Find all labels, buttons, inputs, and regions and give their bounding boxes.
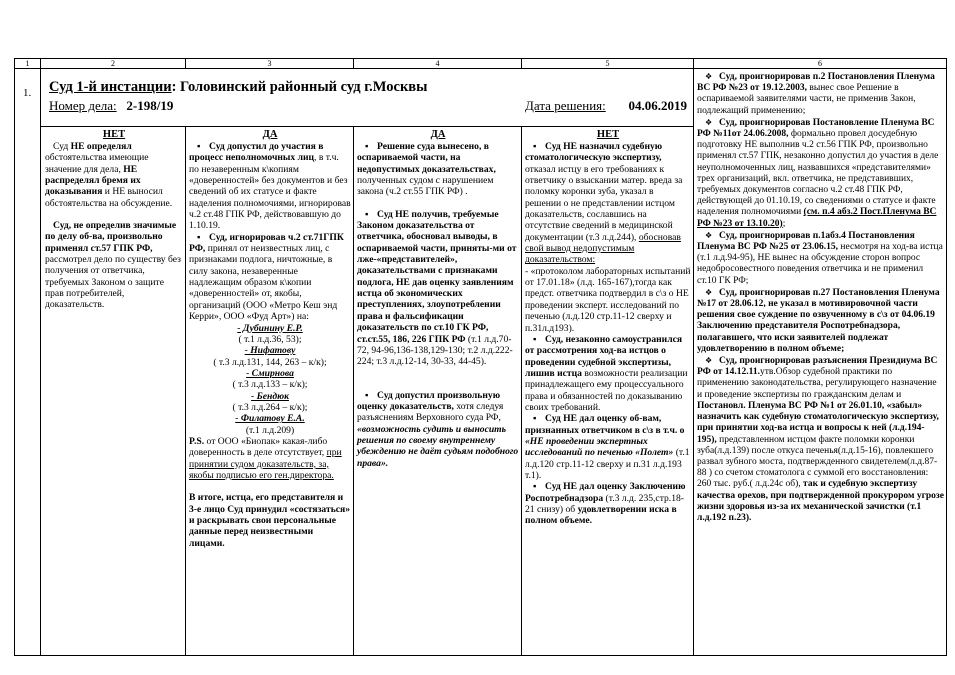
col6-item-5 <box>697 355 944 524</box>
case-meta <box>41 96 693 113</box>
col-number-5: 5 <box>522 59 694 69</box>
col-number-3: 3 <box>186 59 354 69</box>
col5-item-2-text: возможности реализации принадлежащего ему процессуального права и обязанностей по доказыванию своих требований. <box>525 367 688 413</box>
appeal-table <box>14 58 947 656</box>
appeal-table-page <box>14 58 946 656</box>
court-name: : Головинский районный суд г.Москвы <box>171 79 428 95</box>
col4-item-3 <box>357 390 519 469</box>
col4-item-2-text: (т.1 л.д.70-72, 94-96,136-138,129-130; т.2 л.д.222-224; т.3 л.д.12-14, 30-33, 44-45). <box>357 333 513 368</box>
col6-item-3-text: несмотря на ход-ва истца (т.1 л.д.94-95), НЕ вынес на обсуждение сторон вопрос недобросовестного поведения ответчика и не применил ст.10 ГК РФ; <box>697 242 943 286</box>
row-index-cell <box>15 69 41 656</box>
col3-item-1-text: , в т.ч. по незаверенным к\копиям «доверенностей» без документов и без сведений об их статусе и факте наделения полномочиями, игнорировав ч.2 ст.48 ГПК РФ, действовавшую до 1.10.19. <box>189 152 351 232</box>
col5-item-3-bold: Суд НЕ дал оценку об-вам, признанных ответчиком в с\з в т.ч. о <box>525 413 685 436</box>
col5-item-3-quote: «НЕ проведении экспертных исследований по печенью «Полет» <box>525 435 674 459</box>
col4-item-2 <box>357 209 519 368</box>
col6-content <box>694 69 946 524</box>
decision-date-value: 04.06.2019 <box>628 98 687 113</box>
col3-ref-4: ( т.3 л.д.264 – к/к); <box>232 401 308 413</box>
col3-item-1 <box>189 141 351 232</box>
col3-ref-2: ( т.3 л.д.131, 144, 263 – к/к); <box>213 356 327 368</box>
case-number-group <box>49 98 173 113</box>
col6-item-4-bold: Суд, проигнорировав п.27 Постановления Пленума №17 от 28.06.12, не указал в мотивировочной части решения свое суждение по озвученному в с\з от 04.06.19 Заключению представителя Роспотребнадзора, полагавшего, что иски заявителей подлежат удовлетворению в полном объеме; <box>697 287 940 354</box>
col2-para-1-a: Суд <box>53 141 71 152</box>
col2-heading: НЕТ <box>102 129 126 140</box>
col2-content <box>41 127 185 311</box>
col5-item-2 <box>525 334 691 413</box>
col3-name-3: - Смирнова <box>246 367 294 379</box>
col5-heading: НЕТ <box>596 129 620 140</box>
col4-item-1 <box>357 141 519 198</box>
case-number-value: 2-198/19 <box>126 98 174 113</box>
col5-content <box>522 127 693 527</box>
col3-item-2 <box>189 232 351 323</box>
col6-item-5-text: утв.Обзор судебной практики по применению законодательства, регулирующего назначение и проведение экспертизы по гражданским делам и <box>697 367 937 400</box>
col4-item-1-text: полученных судом с нарушением закона (ч.2 ст.55 ГПК РФ) . <box>357 175 494 198</box>
col3-ref-1: ( т.1 л.д.36, 53); <box>238 333 302 345</box>
col2-para-1-c: обстоятельства имеющие значение для дела, <box>45 152 149 175</box>
col5-item-4-end: удовлетворении иска в полном объеме. <box>525 504 677 527</box>
col3-postscript-label: P.S. <box>189 435 205 447</box>
col6-item-1 <box>697 71 944 117</box>
col3-postscript <box>189 436 351 481</box>
col3-name-2: - Нифатову <box>244 345 296 357</box>
col6-item-5-bold-3: так и судебную экспертизу качества орехов, при подтвержденной прокурором угрозе жизни здоровья из-за их механической зачистки (т.1 л.д.192 п.23). <box>697 479 944 523</box>
col2-para-2-bold: Суд, не определив значимые по делу об-ва, произвольно применял ст.57 ГПК РФ, <box>45 220 177 254</box>
col-number-2: 2 <box>41 59 186 69</box>
col-number-6: 6 <box>694 59 947 69</box>
col2-cell <box>41 127 186 656</box>
col5-item-4 <box>525 481 691 526</box>
col6-item-2-ref: (см. п.4 абз.2 Пост.Пленума ВС РФ №23 от 13.10.20) <box>697 207 937 229</box>
col6-item-2-end: ; <box>782 218 786 229</box>
col6-item-3-bold: Суд, проигнорировав п.1абз.4 Постановления Пленума ВС РФ №25 от 23.06.15, <box>697 230 915 253</box>
col4-heading: ДА <box>430 129 446 140</box>
col4-item-1-bold: Решение суда вынесено, в оспариваемой части, на недопустимых доказательствах, <box>357 141 496 175</box>
column-number-row <box>15 59 947 69</box>
col3-name-5: - Филатову Е.А. <box>235 413 305 425</box>
col4-item-3-text: хотя следуя разъяснениям Верховного суда РФ, <box>357 400 504 424</box>
col5-item-1-detail: - «протоколом лабораторных испытаний от 17.01.18» (л.д. 165-167),тогда как предст. ответчика подтвердил в с\з о НЕ проведении эксперт. исследований по печенью (л.д.120 стр.11-12 сверху и п.31л.д193). <box>525 265 691 334</box>
col3-item-2-text: принял от неизвестных лиц, с признаками подлога, ничтожные, в силу закона, незаверенные надлежащим образом к\копии «доверенностей» от, якобы, организаций (ООО «Метро Кеш энд Керри», ООО «Фуд Арт») на: <box>189 243 338 323</box>
col3-cell <box>186 127 354 656</box>
col6-item-5-bold-2: Постановл. Пленума ВС РФ №1 от 26.01.10, «забыл» назначить как судебную стоматологическую экспертизу, при принятии ход-ва истца и вопросы к ней (л.д.194-195), <box>697 400 939 445</box>
col6-item-5-text-2: представленном истцом факте поломки коронки зуба(л.д.139) после откуса печенья(л.д.15-16), повлекшего развал зубного моста, подтвержденного свидетелем(л.д.87-88 ) со счетом стоматолога с суммой его восстановления: 260 тыс. руб.( л.д.24с об), <box>697 434 938 490</box>
col5-item-3-text: (т.1 л.д.120 стр.11-12 сверху и п.31 л.д.193 т.1). <box>525 447 690 481</box>
decision-date-group <box>525 98 687 113</box>
col5-item-1-bold: Суд НЕ назначил судебную стоматологическую экспертизу, <box>525 141 663 164</box>
row-index: 1. <box>23 87 32 99</box>
col3-content <box>186 127 353 549</box>
col6-item-3 <box>697 230 944 287</box>
col6-item-2 <box>697 117 944 230</box>
col6-item-1-text: вынес свое Решение в оспариваемой заявителями части, не применив Закон, подлежащий применению; <box>697 83 916 116</box>
col2-para-2-text: рассмотрел дело по существу без получения от ответчика, требуемых Законом о защите прав потребителей, доказательств. <box>45 254 181 311</box>
col3-ref-3: ( т.3 л.д.133 – к/к); <box>232 379 308 391</box>
col3-conclusion: В итоге, истца, его представителя и 3-е лицо Суд принудил «состязаться» и раскрывать свои персональные данные перед неизвестными лицами. <box>189 492 351 549</box>
col4-item-2-bold: Суд НЕ получив, требуемые Законом доказательства от ответчика, обосновал выводы, в оспариваемой части, приняты-ми от лже-«представителей», доказательствами с признаками подлога, НЕ дав оценку заявлениям истца об экономических преступлениях, злоупотреблении права и фальсификации доказательств по ст.10 ГК РФ, ст.ст.55, 186, 226 ГПК РФ <box>357 208 517 345</box>
case-number-label: Номер дела: <box>49 98 117 113</box>
col-number-4: 4 <box>354 59 522 69</box>
col5-item-3 <box>525 413 691 481</box>
col6-cell <box>694 69 947 656</box>
col5-cell <box>522 127 694 656</box>
col4-item-3-bold: Суд допустил произвольную оценку доказательств, <box>357 389 501 412</box>
col3-postscript-underlined: при принятии судом доказательств, за, якобы подписью его ген.директора. <box>189 447 342 481</box>
col5-item-4-text: (т.3 л.д. 235,стр.18-21 снизу) об <box>525 492 684 515</box>
col3-item-2-bold: Суд, игнорировав ч.2 ст.71ГПК РФ, <box>189 231 344 255</box>
col2-para-1 <box>45 141 183 209</box>
case-header-cell <box>41 69 694 127</box>
col6-item-2-text: формально провел досудебную подготовку НЕ выполнив ч.2 ст.56 ГПК РФ, произвольно применял ст.57 ГПК, незаконно допустил до участия в деле неуполномоченных лиц, назвавшихся «представителями» трех организаций, вкл. ответчика, не представивших, требуемых документов согласно ч.2 ст.48 ГПК РФ, действующей до 01.10.19, со сведениями о статусе и факте наделения полномочиями <box>697 129 939 218</box>
col3-heading: ДА <box>262 129 278 140</box>
col4-cell <box>354 127 522 656</box>
col5-item-4-bold: Суд НЕ дал оценку Заключению Роспотребнадзора <box>525 481 686 504</box>
col6-item-4 <box>697 287 944 355</box>
col3-name-1: - Дубинину Е.Р. <box>237 322 303 334</box>
case-header-row <box>15 69 947 127</box>
col4-content <box>354 127 521 469</box>
col5-item-1-underlined: обосновав свой вывод недопустимым доказательством: <box>525 231 681 266</box>
col5-item-1 <box>525 141 691 266</box>
col6-item-2-bold: Суд, проигнорировав Постановление Пленума ВС РФ №11от 24.06.2008, <box>697 117 935 140</box>
court-instance-label: Суд 1-й инстанции <box>49 79 172 95</box>
col5-item-1-text: отказал истцу в его требованиях к ответчику о взыскании матер. вреда за поломку коронки зуба, указал в решении о не представлении истцом доказательств, сославшись на отсутствие сведений в медицинской документации (т.3 л.д.244), <box>525 163 683 243</box>
col5-item-2-bold: Суд, незаконно самоустранился от рассмотрения ход-ва истцов о проведении судебной экспертизы, лишив истца <box>525 333 683 379</box>
col4-item-3-quote: «возможность судить и выносить решения по своему внутреннему убеждению не даёт судьям подобного права». <box>357 423 519 469</box>
col6-item-5-bold: Суд, проигнорировав разъяснения Президиума ВС РФ от 14.12.11. <box>697 356 938 378</box>
col2-para-1-d: НЕ распределял бремя их доказывания <box>45 163 141 198</box>
col3-ref-5: (т.1 л.д.209) <box>245 424 295 436</box>
col2-para-1-e: и НЕ выносил обстоятельства на обсуждение. <box>45 186 173 209</box>
col3-postscript-text: от ООО «Биопак» какая-либо доверенность в деле отсутствует, <box>189 435 328 459</box>
col6-item-1-bold: Суд, проигнорировав п.2 Постановления Пленума ВС РФ №23 от 19.12.2003, <box>697 72 935 94</box>
col2-para-2 <box>45 220 183 311</box>
decision-date-label: Дата решения: <box>525 98 606 113</box>
col3-name-4: - Бендюк <box>251 390 289 402</box>
col3-item-1-bold: Суд допустил до участия в процесс неполномочных лиц <box>189 141 324 164</box>
col2-para-1-b: НЕ определял <box>70 141 132 152</box>
col-number-1: 1 <box>15 59 41 69</box>
court-title <box>41 69 693 96</box>
